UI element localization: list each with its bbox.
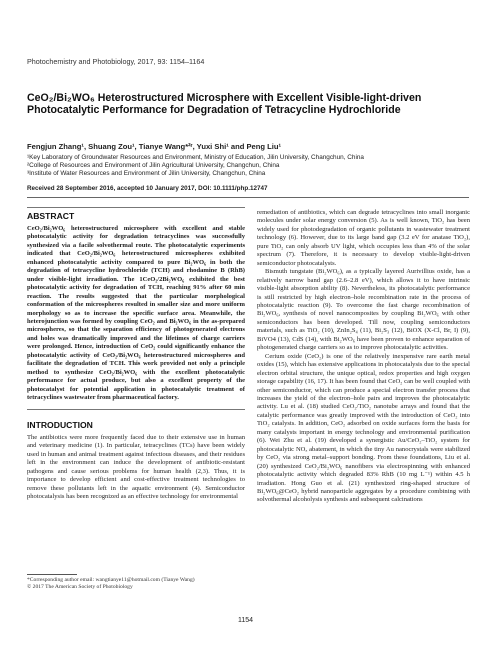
abstract-bottom-rule	[27, 409, 245, 410]
affiliation-3: ³Institute of Water Resources and Environment of Jilin University, Changchun, China	[27, 170, 266, 177]
abstract-heading: ABSTRACT	[27, 211, 75, 221]
introduction-heading: INTRODUCTION	[27, 420, 93, 430]
abstract-body: CeO₂/Bi₂WO₆ heterostructured microsphere with excellent and stable photocatalytic activity for degradation tetracyclines was successfully synthesized via a facile solvothermal route. The photocatalytic experiments indicated that CeO₂/Bi₂WO₆ heterostructured microspheres exhibited enhanced photocatalytic activity compared to pure Bi₂WO₆ in both the degradation of tetracycline hydrochloride (TCH) and rhodamine B (RhB) under visible-light irradiation. The 1CeO₂/2Bi₂WO₆ exhibited the best photocatalytic activity for degradation of TCH, reaching 91% after 60 min reaction. The results suggested that the particular morphological conformation of the microspheres resulted in smaller size and more uniform morphology so as to increase the specific surface area. Meanwhile, the heterojunction was formed by coupling CeO₂ and Bi₂WO₆ in the as-prepared microspheres, so that the separation efficiency of photogenerated electrons and holes was dramatically improved and the lifetimes of charge carriers were prolonged. Hence, introduction of CeO₂ could significantly enhance the photocatalytic activity of CeO₂/Bi₂WO₆ heterostructured microspheres and facilitate the degradation of TCH. This work provided not only a principle method to synthesize CeO₂/Bi₂WO₆ with the excellent photocatalytic performance for actual produce, but also a excellent property of the photocatalyst for potential application in photocatalytic treatment of tetracyclines wastewater from pharmaceutical factory.	[27, 225, 245, 402]
footnote-divider	[27, 574, 77, 575]
right-column	[257, 209, 470, 505]
copyright-note: © 2017 The American Society of Photobiology	[27, 584, 133, 590]
affiliation-1: ¹Key Laboratory of Groundwater Resources and Environment, Ministry of Education, Jilin University, Changchun, China	[27, 154, 364, 161]
article-title: CeO₂/Bi₂WO₆ Heterostructured Microsphere with Excellent Visible-light-driven Photocatalytic Performance for Degradation of Tetracycline Hydrochloride	[27, 92, 422, 117]
right-paragraph-2: Bismuth tungstate (Bi₂WO₆), as a typically layered Aurivillius oxide, has a relatively narrow band gap (2.6–2.8 eV), which allows it to have intrinsic visible-light absorption ability (8). Nevertheless, its photocatalytic performance is still restricted by high electron–hole recombination rate in the process of photocatalytic reaction (9). To overcome the fast charge recombination of Bi₂WO₆, synthesis of novel nanocomposites by coupling Bi₂WO₆ with other semiconductors has been developed. Till now, coupling semiconductors materials, such as TiO₂ (10), ZnIn₂S₄ (11), Bi₂S₃ (12), BiOX (X-Cl, Br, I) (9), BiVO4 (13), CdS (14), with Bi₂WO₆ have been proven to enhance separation of photogenerated charge carriers so as to improve photocatalytic activities.	[257, 268, 470, 352]
affiliation-2: ²College of Resources and Environment of Jilin Agricultural University, Changchun, China	[27, 162, 280, 169]
author-list: Fengjun Zhang¹, Shuang Zou¹, Tianye Wang*²ʳ, Yuxi Shi¹ and Peng Liu¹	[27, 142, 282, 151]
right-paragraph-3: Cerium oxide (CeO₂) is one of the relatively inexpensive rare earth metal oxides (15), which has extensive applications in photocatalysis due to the special electron orbital structure, the unique optical, redox properties and high oxygen storage capability (16, 17). It has been found that CeO₂ can be well coupled with other semiconductor, which can produce a special electron transfer process that increases the yield of the electron–hole pairs and improves the photocatalytic activity. Lu et al. (18) studied CeO₂/TiO₂ nanotube arrays and found that the catalytic performance was greatly improved with the introduction of CeO₂ into TiO₂ catalysts. In addition, CeO₂ adsorbed on oxide surfaces form the basis for many catalysts important in energy technology and environmental purification (6). Wei Zhu et al. (19) developed a synergistic Au/CeO₂–TiO₂ system for photocatalytic NOₓ abatement, in which the tiny Au nanocrystals were stabilized by CeO₂ via strong metal–support bonding. From these foundations, Liu et al. (20) synthesized CeO₂/Bi₂WO₆ nanofibers via electrospinning with enhanced photocatalytic activity which degraded 83% RhB (10 mg L⁻¹) within 4.5 h irradiation. Hong Guo et al. (21) synthesized ring-shaped structure of Bi₂WO₆@CeO₂ hybrid nanoparticle aggregates by a procedure combining with solvothermal alcoholysis synthesis and subsequent calcinations	[257, 352, 470, 504]
received-dates: Received 28 September 2016, accepted 10 January 2017, DOI: 10.1111/php.12747	[27, 185, 268, 192]
header-divider	[27, 197, 469, 198]
right-paragraph-1: remediation of antibiotics, which can degrade tetracyclines into small inorganic molecules under solar energy conversion (5). As is well known, TiO₂ has been widely used for photodegradation of organic pollutants in wastewater treatment technology (6). However, due to its large band gap (3.2 eV for anatase TiO₂), pure TiO₂ can only absorb UV light, which occupies less than 4% of the solar spectrum (7). Therefore, it is necessary to develop visible-light-driven semiconductor photocatalysts.	[257, 209, 470, 267]
introduction-body: The antibiotics were more frequently faced due to their extensive use in human and veterinary medicine (1). In particular, tetracyclines (TCs) have been widely used in human and animal treatment against infectious diseases, and their residues left in the environment can induce the development of antibiotic-resistant pathogens and cause serious problems for human health (2,3). Thus, it is importance to develop efficient and cost-effective treatment technologies to remove these pollutants left in the aquatic environment (4). Semiconductor photocatalysis has been recognized as an effective technology for environmental	[27, 434, 245, 501]
abstract-top-rule	[27, 207, 245, 208]
corresponding-author-note: *Corresponding author email: wangtianye11@hotmail.com (Tianye Wang)	[27, 577, 195, 583]
page-number: 1154	[238, 617, 254, 624]
journal-citation: Photochemistry and Photobiology, 2017, 93: 1154–1164	[27, 57, 205, 66]
